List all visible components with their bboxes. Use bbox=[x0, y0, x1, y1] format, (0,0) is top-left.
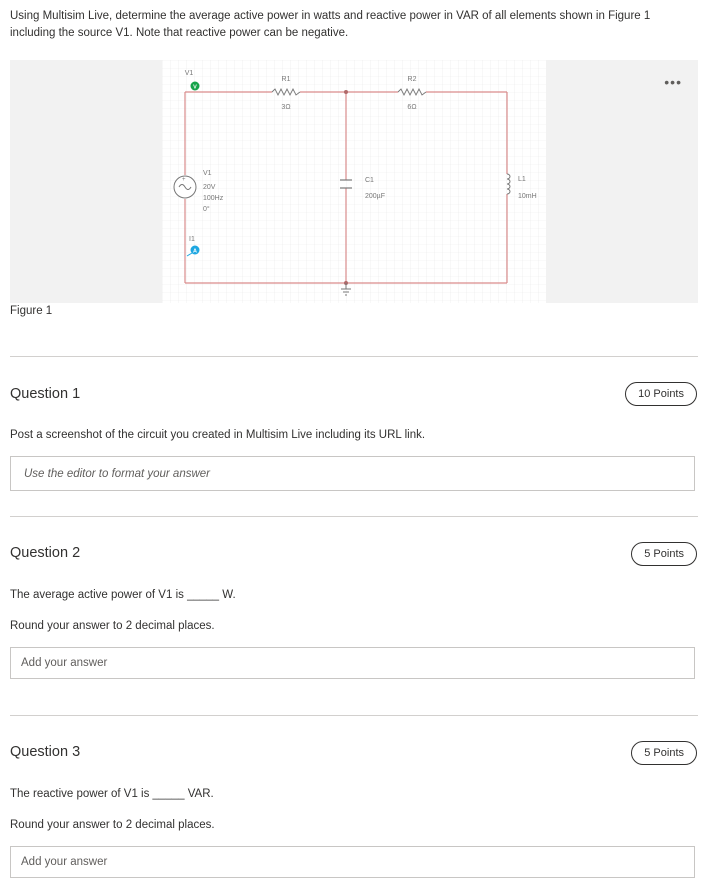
plus-sign-icon: + bbox=[182, 177, 186, 183]
question-2-note: Round your answer to 2 decimal places. bbox=[10, 620, 215, 632]
c1-label: C1 bbox=[365, 177, 374, 184]
more-options-icon[interactable]: ••• bbox=[664, 74, 682, 90]
question-1-points-badge: 10 Points bbox=[625, 382, 697, 406]
r1-value: 3Ω bbox=[281, 104, 291, 111]
question-1-title: Question 1 bbox=[10, 386, 81, 402]
source-label: V1 bbox=[203, 170, 212, 177]
intro-line-2: including the source V1. Note that reactive power can be negative. bbox=[10, 27, 349, 39]
r2-label: R2 bbox=[407, 76, 417, 83]
question-3-title: Question 3 bbox=[10, 744, 81, 760]
divider bbox=[10, 516, 698, 517]
l1-value: 10mH bbox=[518, 193, 537, 200]
intro-line-1: Using Multisim Live, determine the average active power in watts and reactive power in VAR of all elements shown in Figure 1 bbox=[10, 10, 651, 22]
figure-caption: Figure 1 bbox=[10, 305, 53, 317]
v1-probe-label: V1 bbox=[184, 70, 194, 77]
question-3-text: The reactive power of V1 is _____ VAR. bbox=[10, 788, 214, 800]
c1-value: 200µF bbox=[365, 193, 385, 200]
figure-1-circuit bbox=[10, 60, 698, 303]
question-2-points-badge: 5 Points bbox=[631, 542, 697, 566]
question-3-note: Round your answer to 2 decimal places. bbox=[10, 819, 215, 831]
canvas-grid bbox=[162, 60, 546, 303]
answer-placeholder: Add your answer bbox=[21, 856, 108, 868]
question-2-title: Question 2 bbox=[10, 545, 81, 561]
answer-placeholder: Add your answer bbox=[21, 657, 108, 669]
current-probe-badge: A bbox=[193, 248, 197, 255]
voltage-probe-badge: V bbox=[193, 84, 197, 91]
circuit-schematic bbox=[10, 60, 698, 303]
question-2-answer-input[interactable] bbox=[10, 647, 695, 679]
source-frequency: 100Hz bbox=[203, 195, 224, 202]
question-1-text: Post a screenshot of the circuit you created in Multisim Live including its URL link. bbox=[10, 429, 426, 441]
divider bbox=[10, 715, 698, 716]
source-phase: 0° bbox=[203, 206, 210, 213]
r1-label: R1 bbox=[281, 76, 291, 83]
editor-placeholder: Use the editor to format your answer bbox=[24, 468, 210, 480]
r2-value: 6Ω bbox=[407, 104, 417, 111]
i1-probe-label: I1 bbox=[189, 236, 195, 243]
question-1-rich-text-editor[interactable] bbox=[10, 456, 695, 491]
question-3-answer-input[interactable] bbox=[10, 846, 695, 878]
question-2-text: The average active power of V1 is _____ W. bbox=[10, 589, 236, 601]
l1-label: L1 bbox=[518, 176, 526, 183]
junction-top bbox=[344, 90, 348, 94]
divider bbox=[10, 356, 698, 357]
question-3-points-badge: 5 Points bbox=[631, 741, 697, 765]
question-intro bbox=[10, 8, 700, 42]
source-voltage: 20V bbox=[203, 184, 216, 191]
